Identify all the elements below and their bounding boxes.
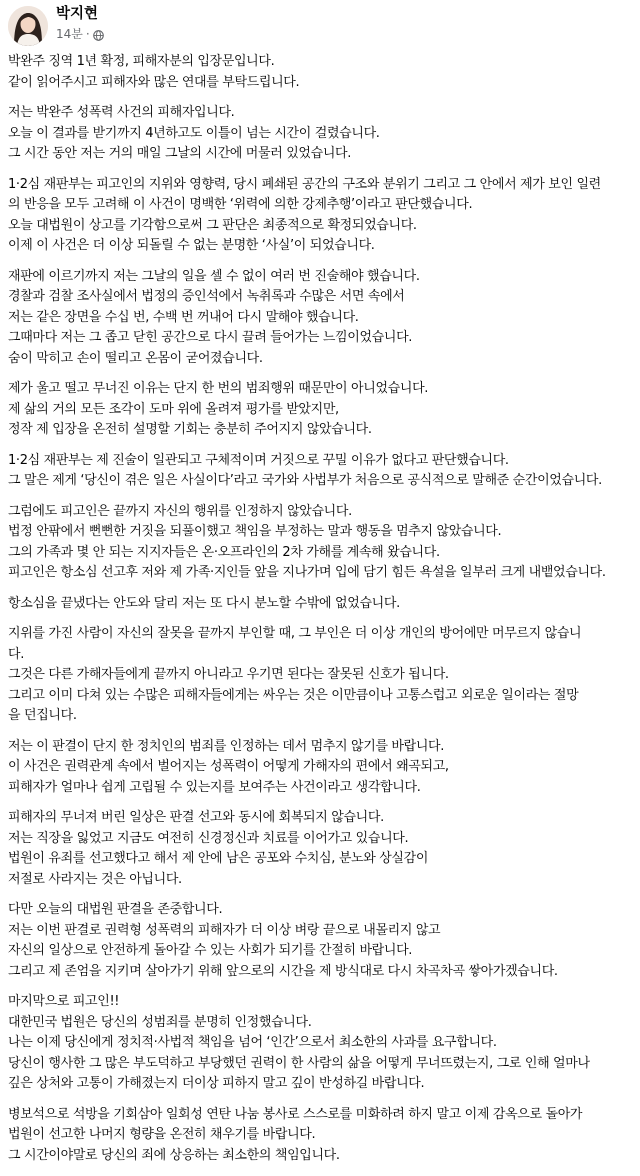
post-text-line: 피해자가 얼마나 쉽게 고립될 수 있는지를 보여주는 사건이라고 생각합니다.: [8, 779, 421, 795]
post-text-line: 그것은 다른 가해자들에게 끝까지 아니라고 우기면 된다는 잘못된 신호가 됩니다.: [8, 667, 449, 682]
post-text-line: 마지막으로 피고인!!: [8, 994, 120, 1009]
post-text-line: 저는 직장을 잃었고 지금도 여전히 신경정신과 치료를 이어가고 있습니다.: [8, 830, 409, 846]
post-text-line: 저는 같은 장면을 수십 번, 수백 번 꺼내어 다시 말해야 했습니다.: [8, 309, 359, 325]
post-text-line: 그리고 이미 다쳐 있는 수많은 피해자들에게는 싸우는 것은 이만큼이나 고통스럽고 외로운 일이라는 절망: [8, 687, 579, 703]
post-text-line: 그때마다 저는 그 좁고 닫힌 공간으로 다시 끌려 들어가는 느낌이었습니다.: [8, 330, 413, 345]
post-paragraph: [8, 1105, 640, 1167]
post-text-line: 피고인은 항소심 선고후 저와 제 가족·지인들 앞을 지나가며 입에 담기 힘든 욕설을 일부러 크게 내뱉었습니다.: [8, 565, 606, 580]
post-paragraph: [8, 52, 640, 93]
post-text-line: 제가 울고 떨고 무너진 이유는 단지 한 번의 범죄행위 때문만이 아니었습니다.: [8, 381, 429, 396]
post-paragraph: [8, 624, 640, 727]
post-text-line: 항소심을 끝냈다는 안도와 달리 저는 또 다시 분노할 수밖에 없었습니다.: [8, 595, 400, 611]
post-text-line: 다.: [8, 646, 24, 662]
post-text-line: 재판에 이르기까지 저는 그날의 일을 셀 수 없이 여러 번 진술해야 했습니다.: [8, 268, 420, 284]
post-text-line: 경찰과 검찰 조사실에서 법정의 증인석에서 녹취록과 수많은 서면 속에서: [8, 289, 405, 304]
post-text-line: 그 시간 동안 저는 거의 매일 그날의 시간에 머물러 있었습니다.: [8, 146, 352, 161]
post-paragraph: [8, 502, 640, 584]
author-name[interactable]: 박지현: [56, 6, 99, 22]
post-text-line: 저는 이번 판결로 권력형 성폭력의 피해자가 더 이상 벼랑 끝으로 내몰리지 않고: [8, 922, 441, 938]
post-text-line: 이 사건은 권력관계 속에서 벌어지는 성폭력이 어떻게 가해자의 편에서 왜곡되고,: [8, 759, 449, 774]
post-text-line: 그의 가족과 몇 안 되는 지지자들은 온·오프라인의 2차 가해를 계속해 왔습니다.: [8, 544, 440, 560]
post-text-line: 피해자의 무너져 버린 일상은 판결 선고와 동시에 회복되지 않습니다.: [8, 810, 384, 825]
post-paragraph: [8, 594, 640, 615]
post-paragraph: [8, 900, 640, 982]
post-text-line: 나는 이제 당신에게 정치적·사법적 책임을 넘어 ‘인간’으로서 최소한의 사과를 요구합니다.: [8, 1035, 497, 1050]
post-paragraph: [8, 992, 640, 1095]
post-paragraph: [8, 451, 640, 492]
meta-separator: ·: [85, 27, 90, 41]
post-text-line: 같이 읽어주시고 피해자와 많은 연대를 부탁드립니다.: [8, 74, 300, 90]
post-text-line: 저는 이 판결이 단지 한 정치인의 범죄를 인정하는 데서 멈추지 않기를 바랍니다.: [8, 738, 445, 754]
post-text-line: 자신의 일상으로 안전하게 돌아갈 수 있는 사회가 되기를 간절히 바랍니다.: [8, 943, 413, 958]
post-text-line: 오늘 대법원이 상고를 기각함으로써 그 판단은 최종적으로 확정되었습니다.: [8, 217, 417, 233]
post-text-line: 의 반응을 모두 고려해 이 사건이 명백한 ‘위력에 의한 강제추행’이라고 판단했습니다.: [8, 197, 473, 212]
post-text-line: 법정 안팎에서 뻔뻔한 거짓을 되풀이했고 책임을 부정하는 말과 행동을 멈추지 않았습니다.: [8, 524, 502, 539]
post-text-line: 1·2심 재판부는 피고인의 지위와 영향력, 당시 폐쇄된 공간의 구조와 분위기 그리고 그 안에서 제가 보인 일련: [8, 176, 601, 192]
post-text-line: 병보석으로 석방을 기회삼아 일회성 연탄 나눔 봉사로 스스로를 미화하려 하지 말고 이제 감옥으로 돌아가: [8, 1106, 583, 1122]
post-paragraph: [8, 103, 640, 165]
post-paragraph: [8, 808, 640, 890]
post-paragraph: [8, 379, 640, 441]
post-text-line: 오늘 이 결과를 받기까지 4년하고도 이틀이 넘는 시간이 걸렸습니다.: [8, 125, 380, 141]
post-text-line: 저절로 사라지는 것은 아닙니다.: [8, 871, 182, 887]
post-text-line: 지위를 가진 사람이 자신의 잘못을 끝까지 부인할 때, 그 부인은 더 이상 개인의 방어에만 머무르지 않습니: [8, 626, 582, 641]
post-text-line: 그 시간이야말로 당신의 죄에 상응하는 최소한의 책임입니다.: [8, 1147, 340, 1163]
post-paragraph: [8, 175, 640, 257]
post-text-line: 그럼에도 피고인은 끝까지 자신의 행위를 인정하지 않았습니다.: [8, 503, 352, 519]
post-text-line: 이제 이 사건은 더 이상 되돌릴 수 없는 분명한 ‘사실’이 되었습니다.: [8, 238, 375, 253]
post-header: [0, 0, 640, 48]
globe-icon[interactable]: [93, 29, 104, 40]
post-text-line: 대한민국 법원은 당신의 성범죄를 분명히 인정했습니다.: [8, 1014, 312, 1030]
post-text-line: 그 말은 제게 ‘당신이 겪은 일은 사실이다’라고 국가와 사법부가 처음으로 공식적으로 말해준 순간이었습니다.: [8, 473, 602, 488]
post-text-line: 법원이 선고한 나머지 형량을 온전히 채우기를 바랍니다.: [8, 1127, 316, 1142]
post-meta: [56, 26, 104, 42]
post-body: [8, 52, 640, 1176]
post-text-line: 정작 제 입장을 온전히 설명할 기회는 충분히 주어지지 않았습니다.: [8, 422, 372, 437]
post-text-line: 1·2심 재판부는 제 진술이 일관되고 구체적이며 거짓으로 꾸밀 이유가 없다고 판단했습니다.: [8, 452, 509, 468]
post-text-line: 깊은 상처와 고통이 가해졌는지 더이상 피하지 말고 깊이 반성하길 바랍니다.: [8, 1076, 425, 1091]
post-text-line: 을 던집니다.: [8, 708, 77, 723]
post-paragraph: [8, 267, 640, 370]
post-text-line: 저는 박완주 성폭력 사건의 피해자입니다.: [8, 105, 235, 120]
post-text-line: 당신이 행사한 그 많은 부도덕하고 부당했던 권력이 한 사람의 삶을 어떻게 무너뜨렸는지, 그로 인해 얼마나: [8, 1055, 590, 1071]
post-text-line: 숨이 막히고 손이 떨리고 온몸이 굳어졌습니다.: [8, 350, 263, 366]
post-text-line: 제 삶의 거의 모든 조각이 도마 위에 올려져 평가를 받았지만,: [8, 401, 339, 417]
post-text-line: 박완주 징역 1년 확정, 피해자분의 입장문입니다.: [8, 54, 275, 69]
post-text-line: 다만 오늘의 대법원 판결을 존중합니다.: [8, 902, 223, 917]
post-time[interactable]: 14분: [56, 27, 83, 41]
post-text-line: 그리고 제 존엄을 지키며 살아가기 위해 앞으로의 시간을 제 방식대로 다시 차곡차곡 쌓아가겠습니다.: [8, 963, 558, 979]
post-paragraph: [8, 737, 640, 799]
avatar[interactable]: [8, 6, 48, 46]
post-text-line: 법원이 유죄를 선고했다고 해서 제 안에 남은 공포와 수치심, 분노와 상실감이: [8, 851, 429, 866]
